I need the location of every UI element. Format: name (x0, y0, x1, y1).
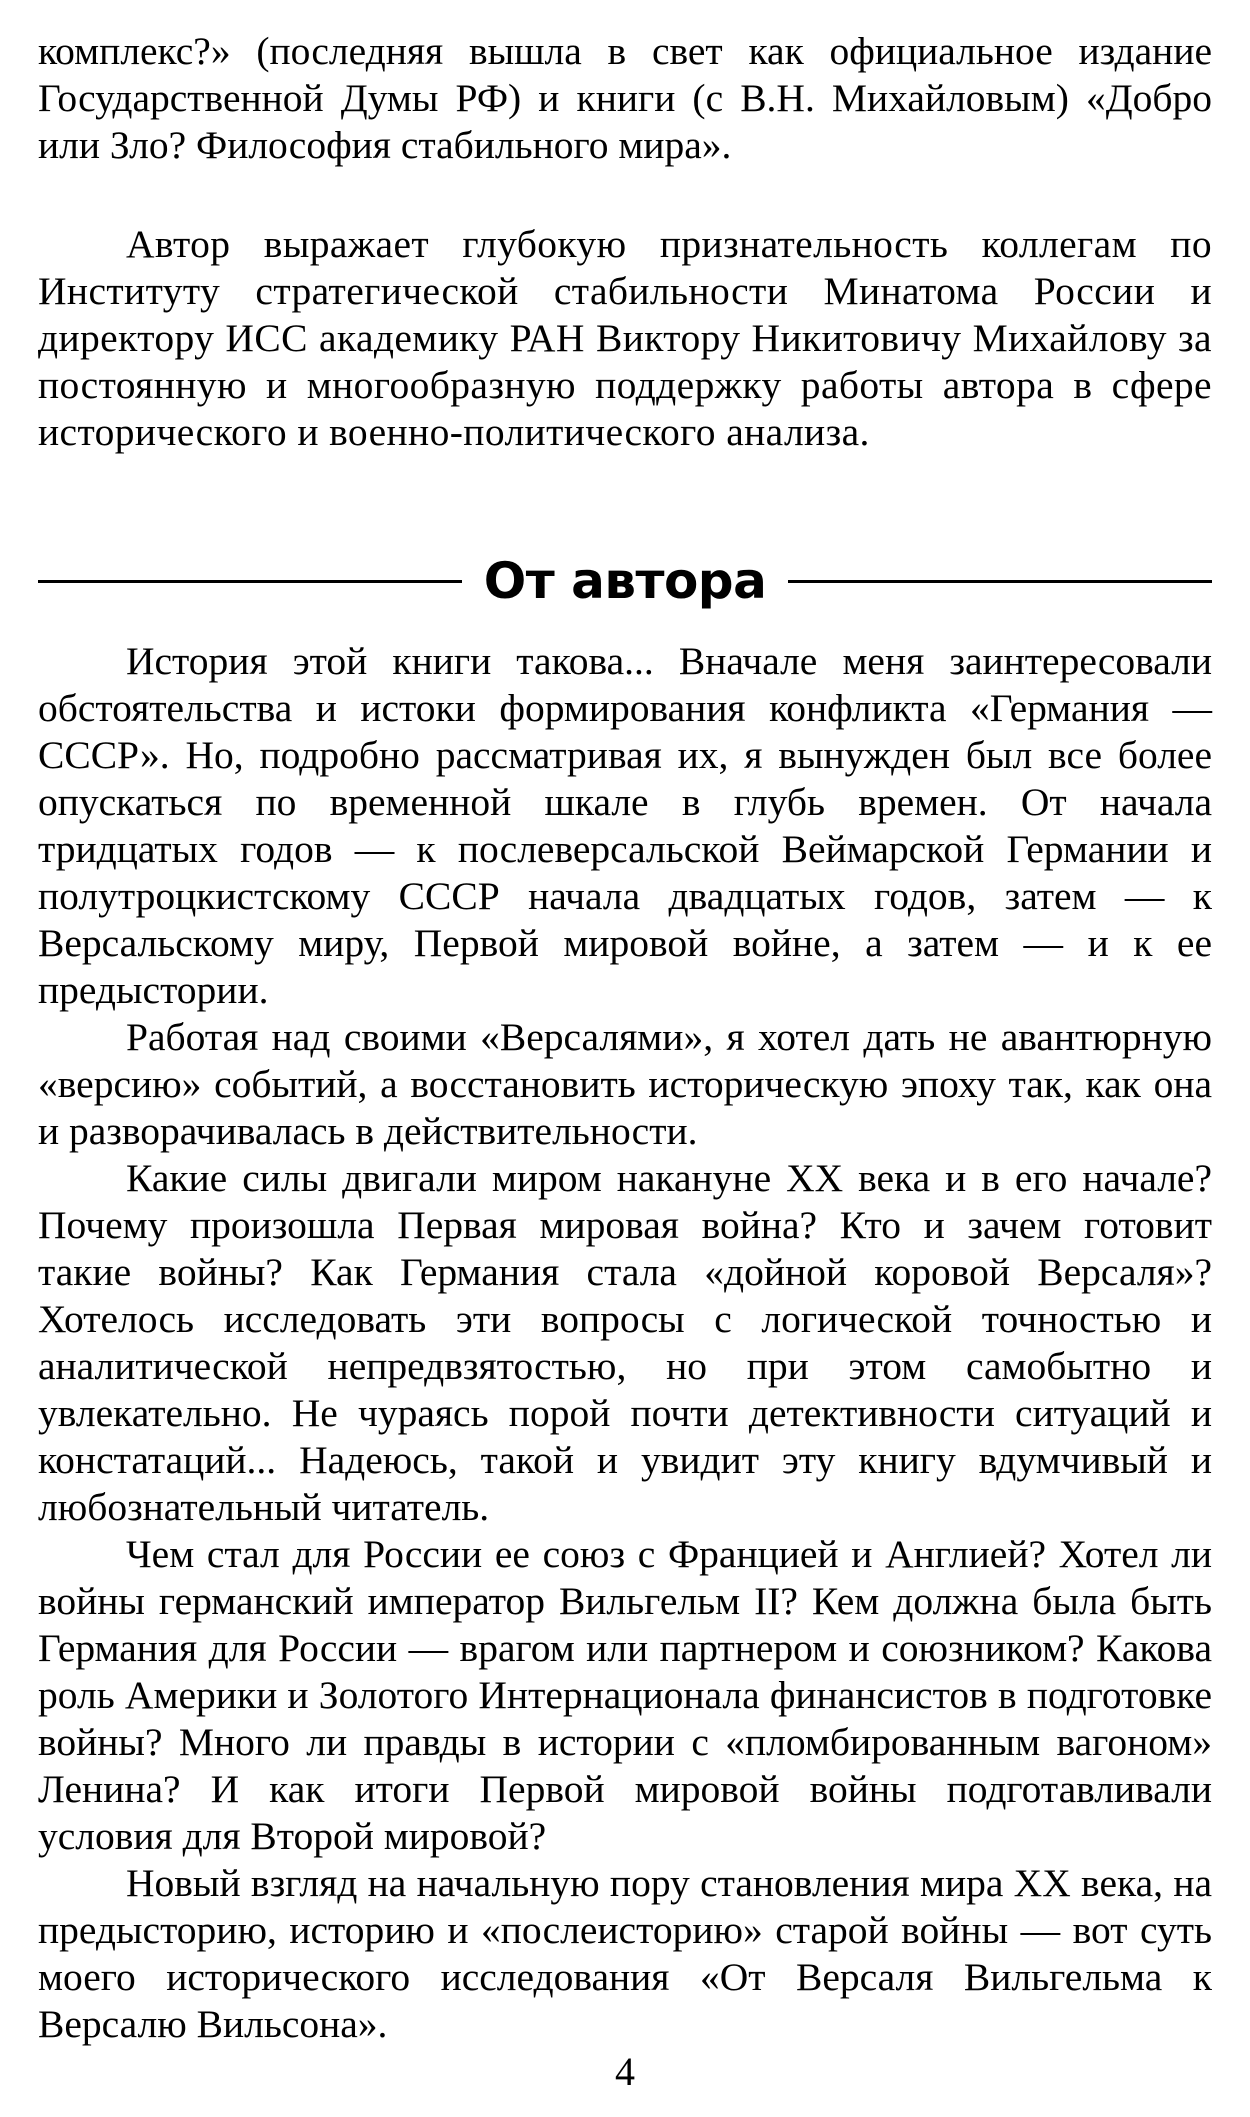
section-body (38, 638, 1212, 2048)
body-paragraph: История этой книги такова... Вначале меня заинтересовали обстоятельства и истоки формирования конфликта «Германия — СССР». Но, подробно рассматривая их, я вынужден был все более опускаться по временной шкале в глубь времен. От начала тридцатых годов — к послеверсальской Веймарской Германии и полутроцкистскому СССР начала двадцатых годов, затем — к Версальскому миру, Первой мировой войне, а затем — и к ее предыстории. (38, 639, 1212, 1012)
intro-block (38, 28, 1212, 456)
body-paragraph: Чем стал для России ее союз с Францией и Англией? Хотел ли войны германский император Вильгельм II? Кем должна была быть Германия для России — врагом или партнером и союзником? Какова роль Америки и Золотого Интернационала финансистов в подготовке войны? Много ли правды в истории с «пломбированным вагоном» Ленина? И как итоги Первой мировой войны подготавливали условия для Второй мировой? (38, 1532, 1212, 1858)
heading-rule-right (788, 580, 1212, 583)
body-paragraph: Новый взгляд на начальную пору становления мира XX века, на предысторию, историю и «послеисторию» старой войны — вот суть моего исторического исследования «От Версаля Вильгельма к Версалю Вильсона». (38, 1861, 1212, 2046)
intro-paragraph: комплекс?» (последняя вышла в свет как официальное издание Государственной Думы РФ) и книги (с В.Н. Михайловым) «Добро или Зло? Философия стабильного мира». (38, 29, 1212, 167)
body-paragraph: Работая над своими «Версалями», я хотел дать не авантюрную «версию» событий, а восстановить историческую эпоху так, как она и разворачивалась в действительности. (38, 1015, 1212, 1153)
heading-rule-left (38, 580, 462, 583)
body-paragraph: Какие силы двигали миром накануне XX века и в его начале? Почему произошла Первая мировая война? Кто и зачем готовит такие войны? Как Германия стала «дойной коровой Версаля»? Хотелось исследовать эти вопросы с логической точностью и аналитической непредвзятостью, но при этом самобытно и увлекательно. Не чураясь порой почти детективности ситуаций и констатаций... Надеюсь, такой и увидит эту книгу вдумчивый и любознательный читатель. (38, 1156, 1212, 1529)
acknowledgement-paragraph: Автор выражает глубокую признательность коллегам по Институту стратегической стабильности Минатома России и директору ИСС академику РАН Виктору Никитовичу Михайлову за постоянную и многообразную поддержку работы автора в сфере исторического и военно-политического анализа. (38, 222, 1212, 454)
section-heading-row (38, 548, 1212, 614)
paragraph-gap (38, 169, 1212, 221)
section-heading: От автора (483, 552, 767, 610)
page-number: 4 (615, 2049, 635, 2094)
